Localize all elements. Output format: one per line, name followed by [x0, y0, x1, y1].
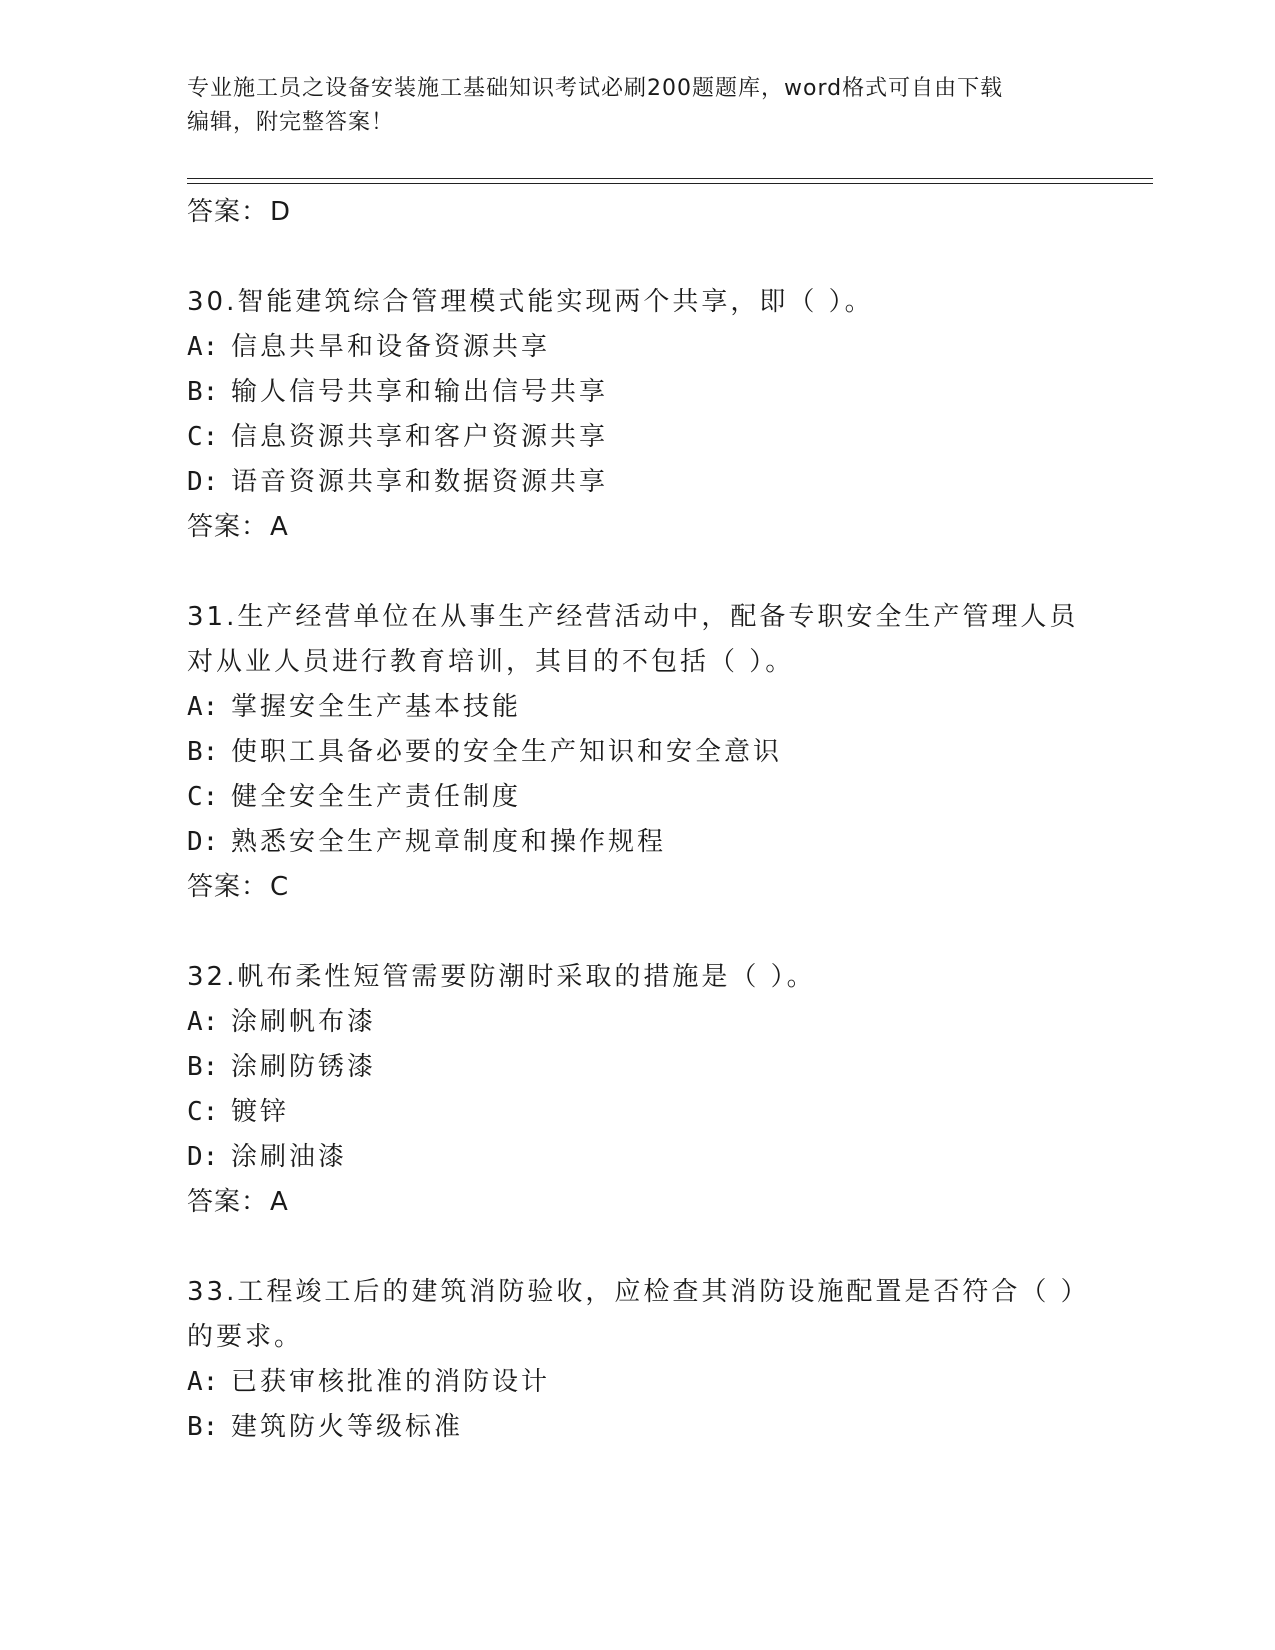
question-block [187, 955, 1087, 1224]
option-text: 熟悉安全生产规章制度和操作规程 [231, 827, 667, 857]
option-c [187, 775, 1087, 820]
option-d [187, 460, 1087, 505]
option-b [187, 1405, 1087, 1450]
question-text: 32.帆布柔性短管需要防潮时采取的措施是（ ）。 [187, 962, 816, 992]
spacer [187, 234, 1087, 280]
answer-line [187, 505, 1087, 549]
option-c [187, 1090, 1087, 1135]
question-block [187, 1270, 1087, 1450]
option-a [187, 685, 1087, 730]
option-text: 掌握安全生产基本技能 [231, 692, 522, 722]
spacer [187, 549, 1087, 595]
option-key: D: [187, 467, 219, 497]
option-text: 信息资源共享和客户资源共享 [231, 422, 609, 452]
option-c [187, 415, 1087, 460]
document-header [187, 72, 1067, 140]
question-list [187, 190, 1087, 1450]
option-text: 健全安全生产责任制度 [231, 782, 522, 812]
option-b [187, 730, 1087, 775]
answer-label: 答案： [187, 512, 269, 542]
answer-value: A [270, 512, 289, 542]
answer-label: 答案： [187, 197, 269, 227]
option-d [187, 820, 1087, 865]
option-key: D: [187, 1142, 219, 1172]
question-block [187, 280, 1087, 549]
option-text: 输人信号共享和输出信号共享 [231, 377, 609, 407]
option-text: 已获审核批准的消防设计 [231, 1367, 551, 1397]
option-d [187, 1135, 1087, 1180]
question-text: 33.工程竣工后的建筑消防验收，应检查其消防设施配置是否符合（ ）的要求。 [187, 1277, 1077, 1352]
answer-label: 答案： [187, 1187, 269, 1217]
question-text: 30.智能建筑综合管理模式能实现两个共享，即（ ）。 [187, 287, 874, 317]
option-text: 信息共旱和设备资源共享 [231, 332, 551, 362]
question-text: 31.生产经营单位在从事生产经营活动中，配备专职安全生产管理人员对从业人员进行教育培训，其目的不包括（ ）。 [187, 602, 1079, 677]
option-key: A: [187, 1007, 219, 1037]
option-key: B: [187, 1052, 219, 1082]
option-b [187, 370, 1087, 415]
option-text: 涂刷油漆 [231, 1142, 348, 1172]
option-key: B: [187, 377, 219, 407]
option-key: C: [187, 782, 219, 812]
option-key: C: [187, 422, 219, 452]
option-key: B: [187, 1412, 219, 1442]
option-b [187, 1045, 1087, 1090]
option-key: A: [187, 1367, 219, 1397]
question-block [187, 595, 1087, 909]
answer-value: C [270, 872, 290, 902]
answer-line [187, 1180, 1087, 1224]
answer-label: 答案： [187, 872, 269, 902]
option-a [187, 325, 1087, 370]
answer-line [187, 865, 1087, 909]
option-text: 涂刷防锈漆 [231, 1052, 377, 1082]
option-key: D: [187, 827, 219, 857]
option-text: 建筑防火等级标准 [231, 1412, 464, 1442]
option-key: C: [187, 1097, 219, 1127]
option-key: A: [187, 332, 219, 362]
option-text: 使职工具备必要的安全生产知识和安全意识 [231, 737, 783, 767]
option-text: 语音资源共享和数据资源共享 [231, 467, 609, 497]
option-a [187, 1000, 1087, 1045]
option-a [187, 1360, 1087, 1405]
header-rule-top [187, 178, 1153, 179]
option-key: B: [187, 737, 219, 767]
answer-value: A [270, 1187, 289, 1217]
option-text: 镀锌 [231, 1097, 290, 1127]
option-text: 涂刷帆布漆 [231, 1007, 377, 1037]
header-rule-bottom [187, 183, 1153, 184]
option-key: A: [187, 692, 219, 722]
spacer [187, 909, 1087, 955]
header-line-1: 专业施工员之设备安装施工基础知识考试必刷200题题库，word格式可自由下载 [187, 76, 1004, 101]
answer-line [187, 190, 1087, 234]
header-line-2: 编辑，附完整答案！ [187, 110, 395, 135]
spacer [187, 1224, 1087, 1270]
answer-value: D [270, 197, 292, 227]
